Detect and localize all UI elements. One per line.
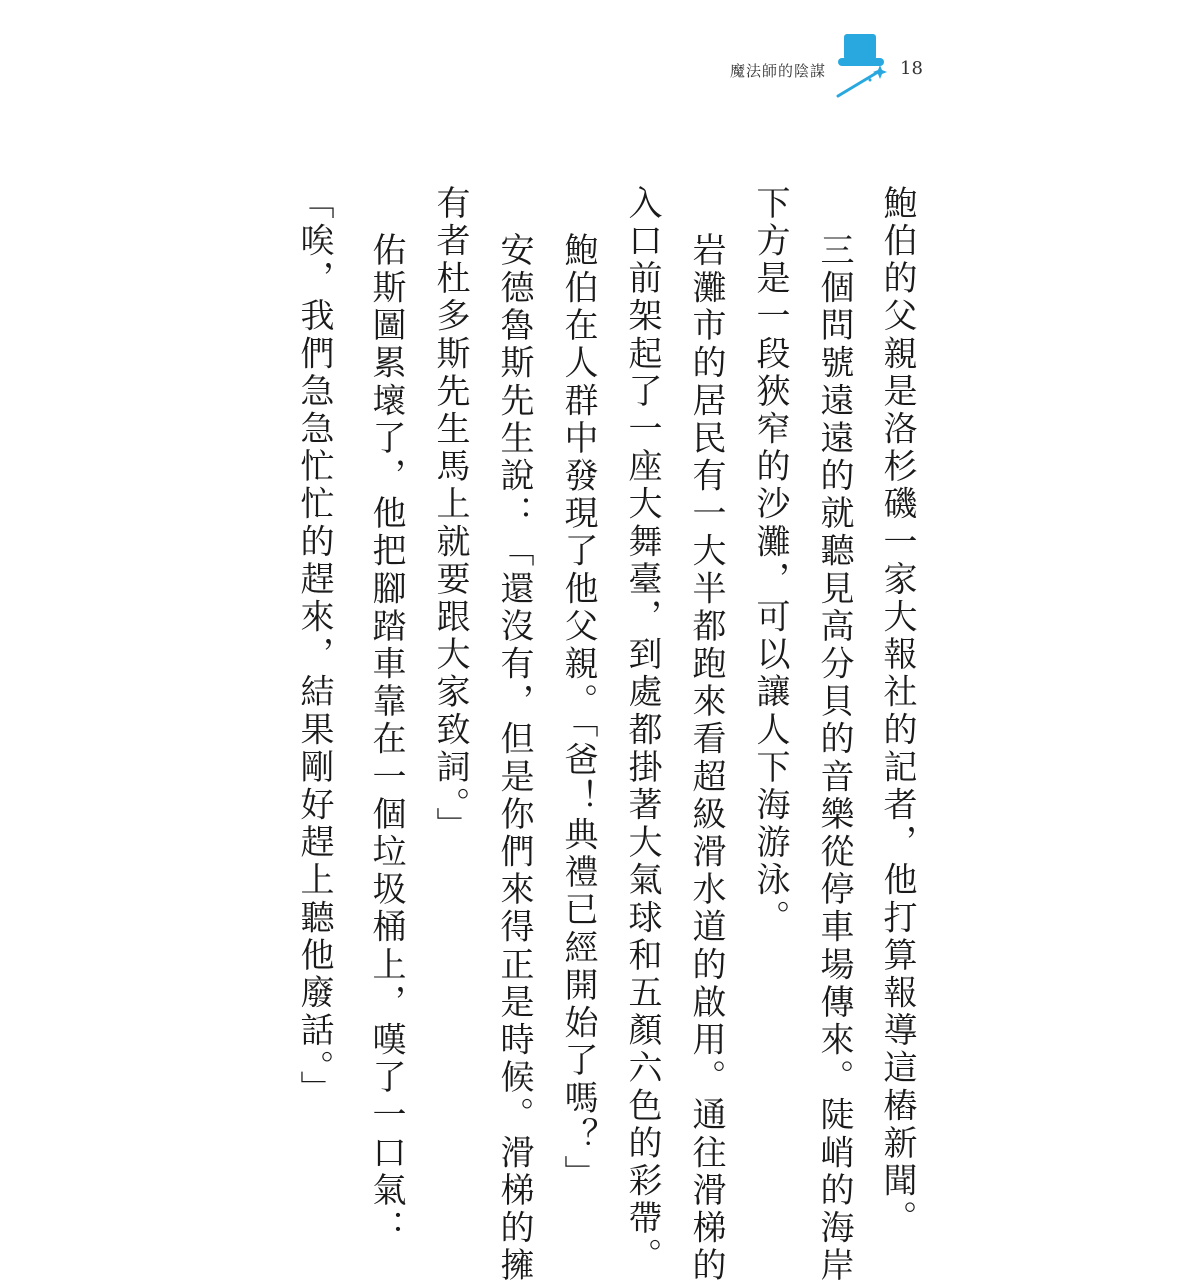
text-column: 「唉，我們急急忙忙的趕來，結果剛好趕上聽他廢話。」 xyxy=(294,185,334,1108)
text-column: 安德魯斯先生說：「還沒有，但是你們來得正是時候。滑梯的擁 xyxy=(494,232,534,1285)
text-column: 三個問號遠遠的就聽見高分貝的音樂從停車場傳來。陡峭的海岸 xyxy=(814,232,854,1285)
text-column: 岩灘市的居民有一大半都跑來看超級滑水道的啟用。通往滑梯的 xyxy=(686,232,726,1285)
text-column: 鮑伯的父親是洛杉磯一家大報社的記者，他打算報導這樁新聞。 xyxy=(877,185,917,1238)
text-column: 下方是一段狹窄的沙灘，可以讓人下海游泳。 xyxy=(750,185,790,937)
text-column: 入口前架起了一座大舞臺，到處都掛著大氣球和五顏六色的彩帶。 xyxy=(622,185,662,1276)
wizard-hat-wand-icon xyxy=(828,28,888,103)
text-column: 有者杜多斯先生馬上就要跟大家致詞。」 xyxy=(430,185,470,845)
book-title: 魔法師的陰謀 xyxy=(730,62,827,80)
text-column: 佑斯圖累壞了，他把腳踏車靠在一個垃圾桶上，嘆了一口氣： xyxy=(366,232,406,1248)
page-number: 18 xyxy=(900,58,923,79)
text-column: 鮑伯在人群中發現了他父親。「爸！典禮已經開始了嗎？」 xyxy=(558,232,598,1193)
